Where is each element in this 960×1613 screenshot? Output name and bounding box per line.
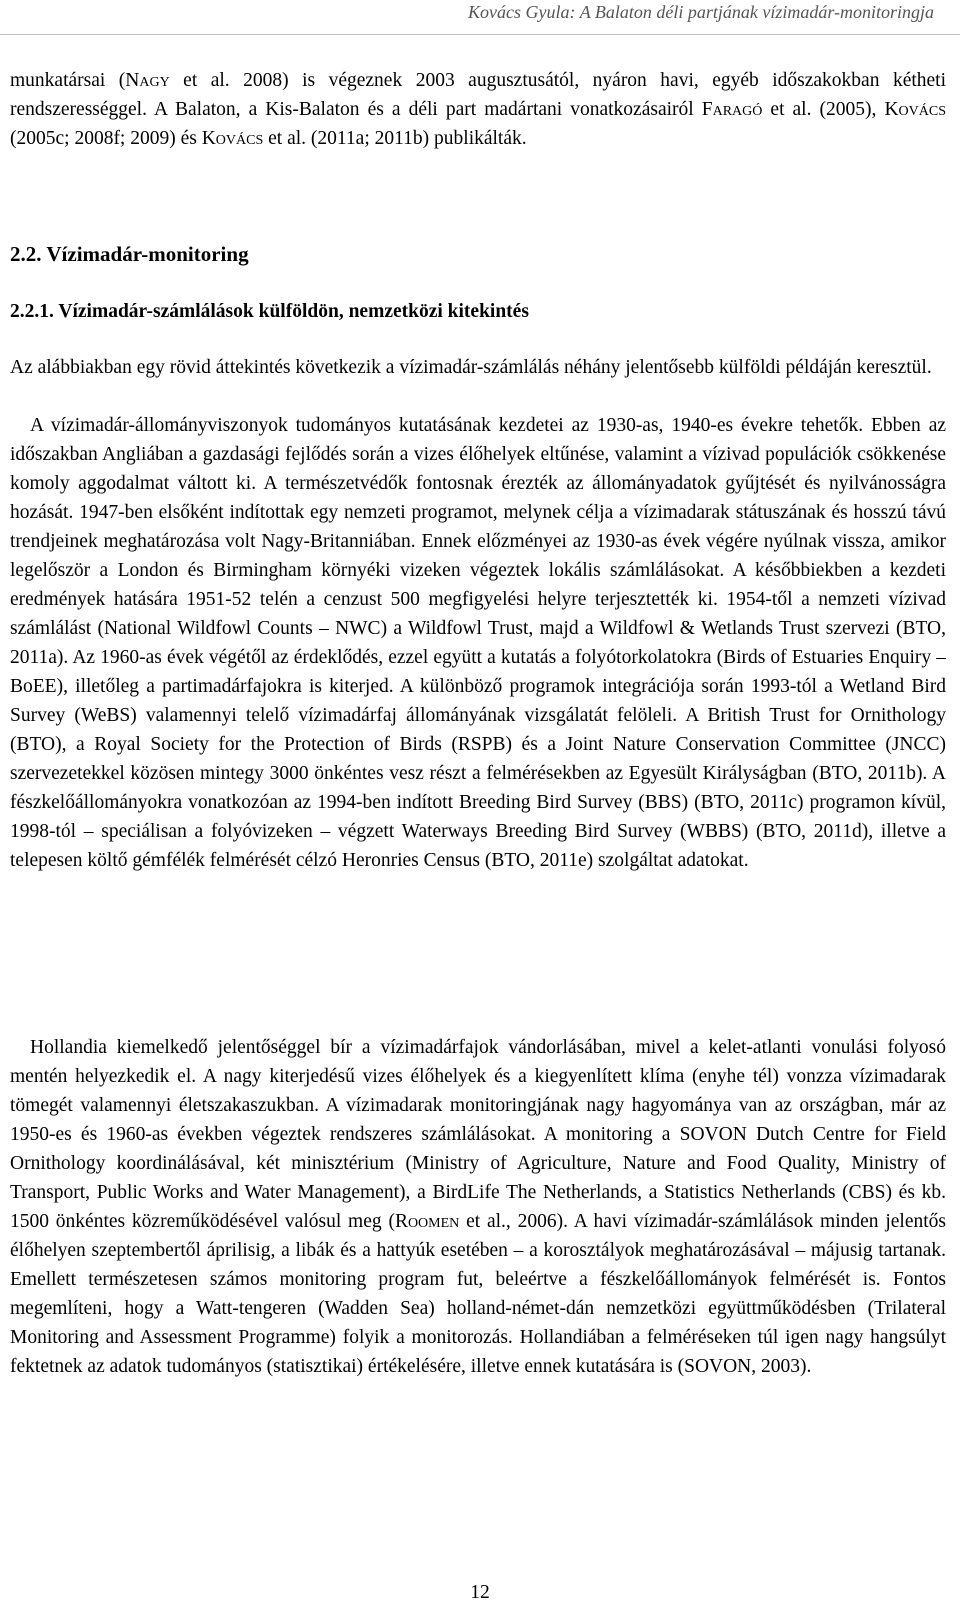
netherlands-paragraph (10, 1033, 946, 1381)
intro-text-1: munkatársai ( (10, 70, 126, 91)
page-number: 12 (470, 1582, 490, 1603)
author-name: Kovács (201, 128, 264, 149)
intro-paragraph (10, 66, 946, 153)
nl-text-2: et al., 2006). A havi vízimadár-számlálások minden jelentős élőhelyen szeptembertől áprilisig, a libák és a hattyúk esetében – a korosztályok meghatározásával – májusig tartanak. Emellett természetesen számos monitoring program fut, beleértve a fészkelőállományok felmérését is. Fontos megemlíteni, hogy a Watt-tengeren (Wadden Sea) holland-német-dán nemzetközi együttműködésben (Trilateral Monitoring and Assessment Programme) folyik a monitorozás. Hollandiában a felméréseken túl igen nagy hangsúlyt fektetnek az adatok tudományos (statisztikai) értékelésére, illetve ennek kutatására is (SOVON, 2003). (10, 1211, 946, 1377)
header-divider (0, 34, 960, 35)
uk-paragraph (10, 411, 946, 875)
author-name: Nagy (125, 70, 170, 91)
intro-text-2: et al. 2008) is végeznek 2003 augusztusától, nyáron havi, egyéb időszakokban kétheti rendszerességgel. A Balaton, a Kis-Balaton és a déli part madártani vonatkozásairól (10, 70, 947, 120)
intro-text-3: et al. (2005), (762, 99, 885, 120)
uk-text: A vízimadár-állományviszonyok tudományos kutatásának kezdetei az 1930-as, 1940-es évekre tehetők. Ebben az időszakban Angliában a gazdasági fejlődés során a vizes élőhelyek eltűnése, valamint a vízivad populációk csökkenése komoly aggodalmat váltott ki. A természetvédők fontosnak érezték az állományadatok gyűjtését és nyilvánosságra hozását. 1947-ben elsőként indítottak egy nemzeti programot, melynek célja a vízimadarak státuszának és hosszú távú trendjeinek meghatározása volt Nagy-Britanniában. Ennek előzményei az 1930-as évek végére nyúlnak vissza, amikor legelőször a London és Birmingham környéki vizeken végeztek lokális számlálásokat. A későbbiekben a kezdeti eredmények hatására 1951-52 telén a cenzust 500 megfigyelési helyre terjesztették ki. 1954-től a nemzeti vízivad számlálást (National Wildfowl Counts – NWC) a Wildfowl Trust, majd a Wildfowl & Wetlands Trust szervezi (BTO, 2011a). Az 1960-as évek végétől az érdeklődés, ezzel együtt a kutatás a folyótorkolatokra (Birds of Estuaries Enquiry – BoEE), illetőleg a partimadárfajokra is kiterjed. A különböző programok integrációja során 1993-tól a Wetland Bird Survey (WeBS) valamennyi telelő vízimadárfaj állományának vizsgálatát felöleli. A British Trust for Ornithology (BTO), a Royal Society for the Protection of Birds (RSPB) és a Joint Nature Conservation Committee (JNCC) szervezetekkel közösen mintegy 3000 önkéntes vesz részt a felmérésekben az Egyesült Királyságban (BTO, 2011b). A fészkelőállományokra vonatkozóan az 1994-ben indított Breeding Bird Survey (BBS) (BTO, 2011c) programon kívül, 1998-tól – speciálisan a folyóvizeken – végzett Waterways Breeding Bird Survey (WBBS) (BTO, 2011d), illetve a telepesen költő gémfélék felmérését célzó Heronries Census (BTO, 2011e) szolgáltat adatokat. (10, 415, 946, 871)
section-heading: 2.2. Vízimadár-monitoring (10, 242, 249, 266)
subsection-heading: 2.2.1. Vízimadár-számlálások külföldön, nemzetközi kitekintés (10, 301, 529, 322)
author-name: Faragó (701, 99, 763, 120)
intro-text-4: (2005c; 2008f; 2009) és (10, 128, 202, 149)
running-header: Kovács Gyula: A Balaton déli partjának vízimadár-monitoringja (468, 2, 934, 22)
lead-paragraph: Az alábbiakban egy rövid áttekintés következik a vízimadár-számlálás néhány jelentősebb külföldi példáján keresztül. (10, 357, 932, 378)
nl-text-1: Hollandia kiemelkedő jelentőséggel bír a vízimadárfajok vándorlásában, mivel a kelet-atlanti vonulási folyosó mentén helyezkedik el. A nagy kiterjedésű vizes élőhelyek és a kiegyenlített klíma (enyhe tél) vonzza vízimadarak tömegét valamennyi életszakaszukban. A vízimadarak monitoringjának nagy hagyománya van az országban, már az 1950-es és 1960-as években végeztek rendszeres számlálásokat. A monitoring a SOVON Dutch Centre for Field Ornithology koordinálásával, két minisztérium (Ministry of Agriculture, Nature and Food Quality, Ministry of Transport, Public Works and Water Management), a BirdLife The Netherlands, a Statistics Netherlands (CBS) és kb. 1500 önkéntes közreműködésével valósul meg ( (10, 1037, 946, 1232)
intro-text-5: et al. (2011a; 2011b) publikálták. (263, 128, 527, 149)
author-name: Roomen (394, 1211, 460, 1232)
author-name: Kovács (884, 99, 946, 120)
